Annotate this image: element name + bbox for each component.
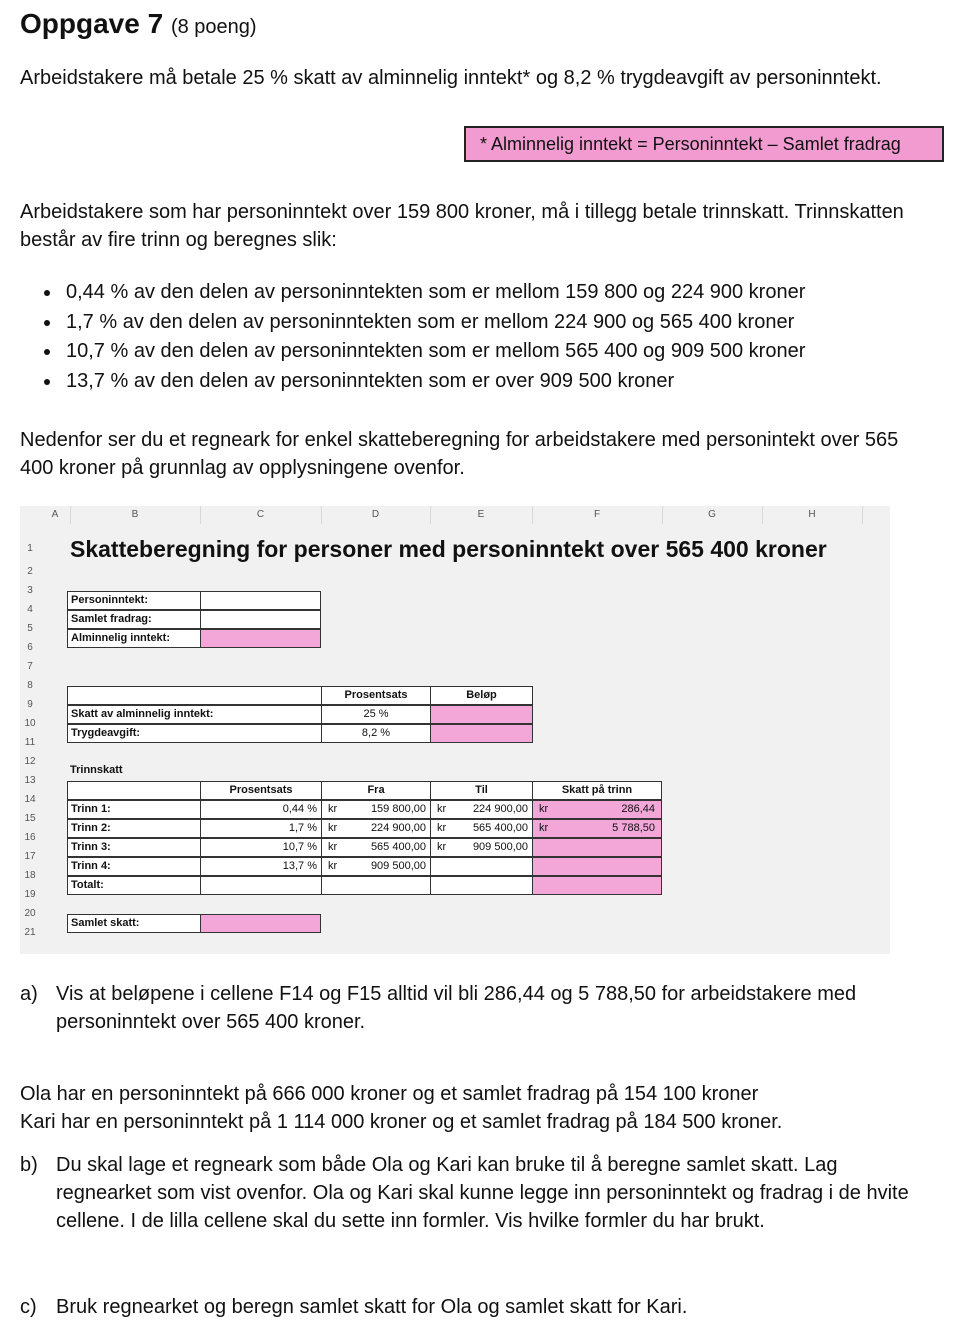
trinn-header-skatt: Skatt på trinn: [532, 781, 662, 800]
column-header: G: [662, 506, 763, 524]
row-header: 20: [24, 908, 36, 919]
tax-row-rate: 25 %: [321, 705, 431, 724]
trinn-fra: [321, 800, 431, 819]
trinn-fra-value: 159 800,00: [370, 803, 426, 815]
trinn-til: [430, 838, 533, 857]
trinn-label: Trinn 4:: [67, 857, 201, 876]
row-header: 11: [24, 737, 36, 748]
column-header: F: [532, 506, 663, 524]
formula-trinn-4[interactable]: [532, 857, 662, 876]
row-header: 19: [24, 889, 36, 900]
row-header: 13: [24, 775, 36, 786]
trinn-fra-value: 909 500,00: [370, 860, 426, 872]
trinn-label: Trinn 1:: [67, 800, 201, 819]
trinn-til-value: 565 400,00: [472, 822, 528, 834]
column-header: C: [200, 506, 322, 524]
row-header: 16: [24, 832, 36, 843]
trinnskatt-label: Trinnskatt: [70, 764, 123, 776]
sheet-title: Skatteberegning for personer med personinntekt over 565 400 kroner: [70, 536, 827, 562]
question-letter: a): [20, 983, 38, 1005]
input-fradrag[interactable]: [200, 610, 321, 629]
trinn-fra: [321, 857, 431, 876]
tax-header-blank: [67, 686, 322, 705]
row-header: 4: [27, 604, 33, 615]
currency-label: kr: [328, 803, 338, 815]
trinn-label: Trinn 3:: [67, 838, 201, 857]
question-b: [20, 1151, 920, 1235]
currency-label: kr: [539, 803, 549, 815]
label-personinntekt: Personinntekt:: [67, 591, 201, 610]
trinn-fra-value: 224 900,00: [370, 822, 426, 834]
question-text: Du skal lage et regneark som både Ola og Kari kan bruke til å beregne samlet skatt. Lag regnearket som vist ovenfor. Ola og Kari skal kunne legge inn personinntekt og fradrag i de hvite cellene. I de lilla cellene skal du sette inn formler. Vis hvilke formler du har brukt.: [56, 1154, 909, 1232]
question-a: [20, 980, 920, 1036]
currency-label: kr: [437, 803, 447, 815]
label-alminnelig: Alminnelig inntekt:: [67, 629, 201, 648]
trinn-header-fra: Fra: [321, 781, 431, 800]
trinn-label: Trinn 2:: [67, 819, 201, 838]
row-header: 14: [24, 794, 36, 805]
task-points: (8 poeng): [170, 16, 257, 38]
tax-header-prosent: Prosentsats: [321, 686, 431, 705]
formula-trinn-3[interactable]: [532, 838, 662, 857]
trinn-til: [430, 857, 533, 876]
row-header: 7: [27, 661, 33, 672]
bullet-item: • 13,7 % av den delen av personinntekten som er over 909 500 kroner: [62, 367, 942, 397]
input-personinntekt[interactable]: [200, 591, 321, 610]
row-header: 21: [24, 927, 36, 938]
trinn-skatt-value: 5 788,50: [612, 822, 655, 834]
question-text: Vis at beløpene i cellene F14 og F15 alltid vil bli 286,44 og 5 788,50 for arbeidstakere med personinntekt over 565 400 kroner.: [56, 983, 857, 1033]
total-blank: [430, 876, 533, 895]
currency-label: kr: [328, 841, 338, 853]
formula-samlet-skatt[interactable]: [200, 914, 321, 933]
column-header: A: [40, 506, 71, 524]
total-blank: [321, 876, 431, 895]
trinn-til: [430, 800, 533, 819]
trinn-fra: [321, 819, 431, 838]
label-fradrag: Samlet fradrag:: [67, 610, 201, 629]
row-header: 8: [27, 680, 33, 691]
tax-header-belop: Beløp: [430, 686, 533, 705]
definition-box: * Alminnelig inntekt = Personinntekt – Samlet fradrag: [464, 126, 944, 162]
trinn-rate: 1,7 %: [200, 819, 322, 838]
column-header: B: [70, 506, 201, 524]
kari-info: Kari har en personinntekt på 1 114 000 kroner og et samlet fradrag på 184 500 kroner.: [20, 1111, 783, 1133]
row-header: 17: [24, 851, 36, 862]
currency-label: kr: [328, 822, 338, 834]
currency-label: kr: [437, 841, 447, 853]
tax-row-label: Trygdeavgift:: [67, 724, 322, 743]
samlet-label: Samlet skatt:: [67, 914, 201, 933]
formula-trinn-2[interactable]: [532, 819, 662, 838]
row-header: 9: [27, 699, 33, 710]
spreadsheet: [20, 506, 890, 954]
trinnskatt-intro: Arbeidstakere som har personinntekt over 159 800 kroner, må i tillegg betale trinnskatt. Trinnskatten består av fire trinn og beregnes slik:: [20, 201, 904, 251]
tax-row-rate: 8,2 %: [321, 724, 431, 743]
ola-info: Ola har en personinntekt på 666 000 kroner og et samlet fradrag på 154 100 kroner: [20, 1083, 759, 1105]
trinn-til: [430, 819, 533, 838]
row-header: 6: [27, 642, 33, 653]
row-header: 18: [24, 870, 36, 881]
row-header: 1: [27, 543, 33, 554]
row-header: 12: [24, 756, 36, 767]
question-letter: c): [20, 1296, 37, 1318]
column-header: D: [321, 506, 431, 524]
trinn-til-value: 909 500,00: [472, 841, 528, 853]
column-header: H: [762, 506, 863, 524]
trinn-bullet-list: [20, 278, 942, 396]
trinn-rate: 13,7 %: [200, 857, 322, 876]
question-letter: b): [20, 1154, 38, 1176]
row-headers: [20, 524, 40, 942]
task-title-text: Oppgave 7: [20, 8, 164, 39]
trinn-skatt-value: 286,44: [621, 803, 655, 815]
formula-trygdeavgift[interactable]: [430, 724, 533, 743]
trinn-til-value: 224 900,00: [472, 803, 528, 815]
total-label: Totalt:: [67, 876, 201, 895]
row-header: 15: [24, 813, 36, 824]
currency-label: kr: [539, 822, 549, 834]
intro-paragraph: Arbeidstakere må betale 25 % skatt av alminnelig inntekt* og 8,2 % trygdeavgift av personinntekt.: [20, 67, 882, 89]
trinn-fra: [321, 838, 431, 857]
row-header: 2: [27, 566, 33, 577]
formula-alminnelig[interactable]: [200, 629, 321, 648]
row-header: 5: [27, 623, 33, 634]
bullet-item: • 10,7 % av den delen av personinntekten som er mellom 565 400 og 909 500 kroner: [62, 337, 942, 367]
row-header: 10: [24, 718, 36, 729]
question-c: [20, 1293, 920, 1321]
trinn-header-til: Til: [430, 781, 533, 800]
trinn-rate: 0,44 %: [200, 800, 322, 819]
formula-skatt[interactable]: [430, 705, 533, 724]
currency-label: kr: [437, 822, 447, 834]
column-header: E: [430, 506, 533, 524]
formula-trinn-total[interactable]: [532, 876, 662, 895]
trinn-header-prosent: Prosentsats: [200, 781, 322, 800]
sheet-intro: Nedenfor ser du et regneark for enkel skatteberegning for arbeidstakere med personintekt over 565 400 kroner på grunnlag av opplysningene ovenfor.: [20, 429, 899, 479]
tax-row-label: Skatt av alminnelig inntekt:: [67, 705, 322, 724]
row-header: 3: [27, 585, 33, 596]
formula-trinn-1[interactable]: [532, 800, 662, 819]
bullet-item: • 0,44 % av den delen av personinntekten som er mellom 159 800 og 224 900 kroner: [62, 278, 942, 308]
trinn-fra-value: 565 400,00: [370, 841, 426, 853]
bullet-item: • 1,7 % av den delen av personinntekten som er mellom 224 900 og 565 400 kroner: [62, 308, 942, 338]
task-title: [20, 8, 257, 40]
currency-label: kr: [328, 860, 338, 872]
trinn-header-blank: [67, 781, 201, 800]
trinn-rate: 10,7 %: [200, 838, 322, 857]
total-blank: [200, 876, 322, 895]
question-text: Bruk regnearket og beregn samlet skatt for Ola og samlet skatt for Kari.: [56, 1296, 688, 1318]
